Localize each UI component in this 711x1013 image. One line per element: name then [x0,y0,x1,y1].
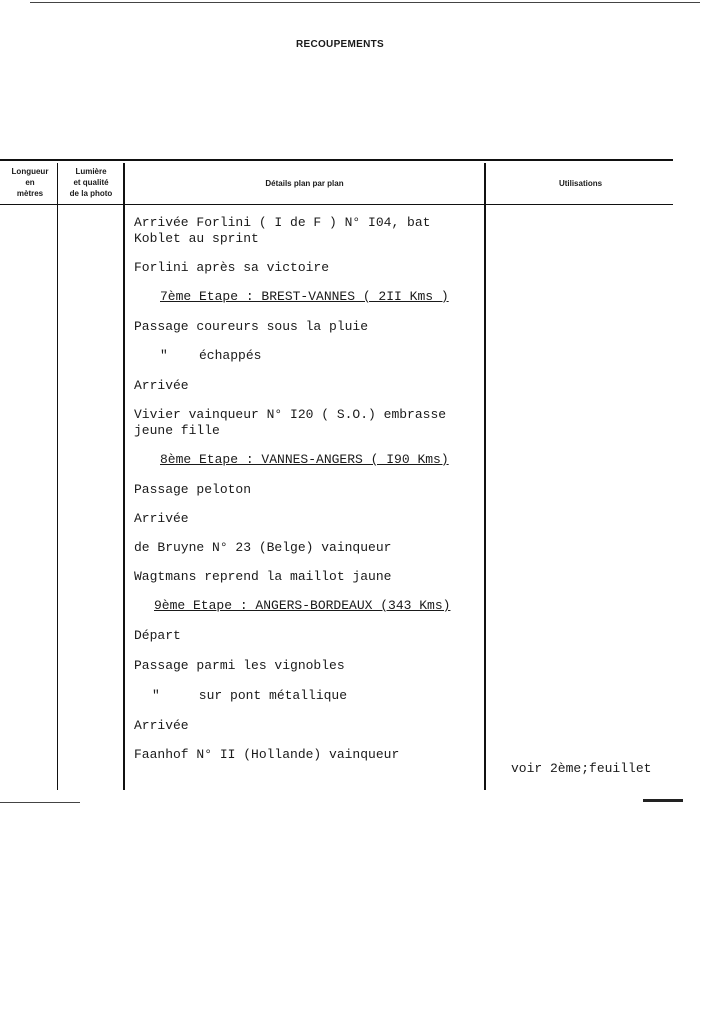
detail-line: Passage parmi les vignobles [134,658,345,673]
detail-line: Arrivée [134,511,189,526]
stage-heading: 7ème Etape : BREST-VANNES ( 2II Kms ) [160,289,449,304]
scan-edge-bottom-right [643,799,683,802]
detail-line: Arrivée Forlini ( I de F ) N° I04, bat [134,215,431,230]
detail-line: de Bruyne N° 23 (Belge) vainqueur [134,540,392,555]
detail-line: Arrivée [134,718,189,733]
column-divider-3 [484,163,486,790]
detail-line: Vivier vainqueur N° I20 ( S.O.) embrasse [134,407,447,422]
detail-line: Koblet au sprint [134,231,259,246]
table-top-rule [0,159,673,161]
detail-line: Arrivée [134,378,189,393]
scan-edge-top [30,2,700,3]
utilisation-note: voir 2ème;feuillet [511,761,652,776]
detail-line: Départ [134,628,181,643]
header-details: Détails plan par plan [265,179,344,188]
detail-line: Wagtmans reprend la maillot jaune [134,569,392,584]
detail-line: jeune fille [134,423,220,438]
column-divider-1 [57,163,58,790]
detail-line: Forlini après sa victoire [134,260,330,275]
detail-line: Faanhof N° II (Hollande) vainqueur [134,747,400,762]
detail-line: Passage coureurs sous la pluie [134,319,369,334]
stage-heading: 9ème Etape : ANGERS-BORDEAUX (343 Kms) [154,598,451,613]
header-bottom-rule [0,204,673,205]
page-title: RECOUPEMENTS [295,39,385,50]
column-divider-2 [123,163,125,790]
detail-line: " sur pont métallique [152,688,348,703]
scan-edge-bottom-left [0,802,80,803]
header-lumiere: Lumière et qualité de la photo [69,167,113,198]
header-utilisations: Utilisations [558,179,603,188]
header-longueur: Longueur en mètres [11,167,49,198]
detail-line: " échappés [160,348,262,363]
stage-heading: 8ème Etape : VANNES-ANGERS ( I90 Kms) [160,452,449,467]
detail-line: Passage peloton [134,482,252,497]
